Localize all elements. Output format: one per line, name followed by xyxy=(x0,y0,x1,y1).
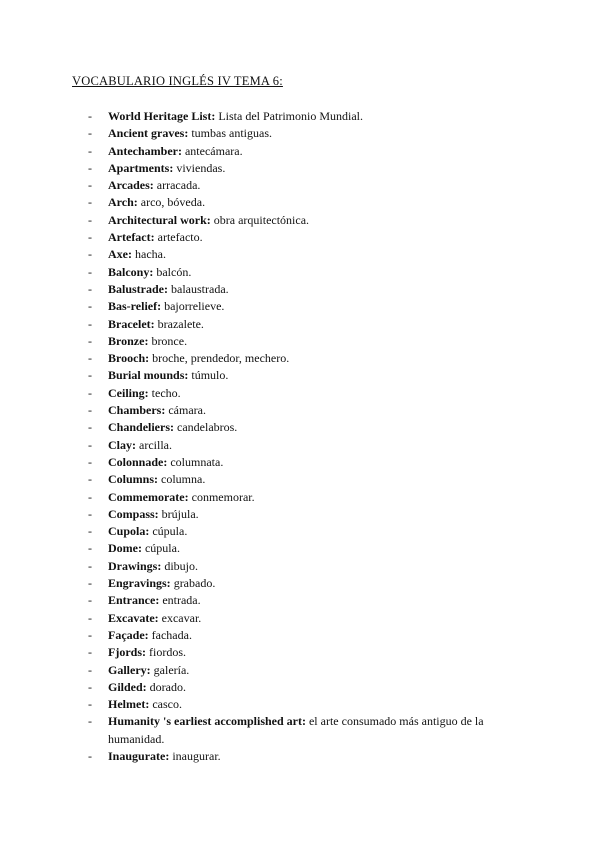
vocab-entry xyxy=(0,333,600,350)
bullet-dash: - xyxy=(88,351,92,366)
vocab-definition: cúpula. xyxy=(152,524,188,539)
vocab-term: Colonnade: xyxy=(108,454,168,469)
bullet-dash: - xyxy=(88,576,92,591)
bullet-dash: - xyxy=(88,385,92,400)
vocab-term: Chandeliers: xyxy=(108,420,174,435)
vocab-entry xyxy=(0,212,600,229)
vocab-definition: dibujo. xyxy=(164,558,199,573)
vocab-entry xyxy=(0,627,600,644)
vocab-term: Dome: xyxy=(108,541,142,556)
vocab-definition: fiordos. xyxy=(149,645,186,660)
vocab-entry xyxy=(0,264,600,281)
vocab-entry xyxy=(0,143,600,160)
vocab-term: Axe: xyxy=(108,247,132,262)
vocab-term: Bas-relief: xyxy=(108,299,162,314)
bullet-dash: - xyxy=(88,472,92,487)
bullet-dash: - xyxy=(88,748,92,763)
vocab-entry xyxy=(0,108,600,125)
vocab-definition: galería. xyxy=(153,662,190,677)
vocab-term: Arcades: xyxy=(108,178,154,193)
vocab-definition: balcón. xyxy=(156,264,192,279)
vocab-term: Fjords: xyxy=(108,645,146,660)
vocab-entry xyxy=(0,679,600,696)
vocab-entry xyxy=(0,575,600,592)
vocab-term: World Heritage List: xyxy=(108,109,216,123)
vocab-entry xyxy=(0,696,600,713)
vocab-definition: excavar. xyxy=(161,610,202,625)
bullet-dash: - xyxy=(88,679,92,694)
vocab-definition: arcilla. xyxy=(139,437,172,452)
bullet-dash: - xyxy=(88,212,92,227)
bullet-dash: - xyxy=(88,558,92,573)
bullet-dash: - xyxy=(88,264,92,279)
vocab-entry xyxy=(0,644,600,661)
vocab-definition: columna. xyxy=(161,472,206,487)
vocab-term: Balustrade: xyxy=(108,281,168,296)
vocab-definition: candelabros. xyxy=(177,420,238,435)
vocab-term: Apartments: xyxy=(108,160,174,175)
vocab-term: Balcony: xyxy=(108,264,154,279)
vocab-term: Engravings: xyxy=(108,576,171,591)
vocab-definition: fachada. xyxy=(151,627,192,642)
bullet-dash: - xyxy=(88,316,92,331)
vocab-entry xyxy=(0,402,600,419)
vocab-term: Entrance: xyxy=(108,593,160,608)
vocabulary-list xyxy=(0,108,600,765)
vocab-entry xyxy=(0,748,600,765)
bullet-dash: - xyxy=(88,697,92,712)
vocab-term: Excavate: xyxy=(108,610,159,625)
vocab-definition: broche, prendedor, mechero. xyxy=(152,351,290,366)
vocab-definition: casco. xyxy=(152,697,182,712)
vocab-entry xyxy=(0,316,600,333)
vocab-term: Commemorate: xyxy=(108,489,189,504)
bullet-dash: - xyxy=(88,524,92,539)
vocab-entry xyxy=(0,454,600,471)
vocab-definition: brazalete. xyxy=(157,316,204,331)
vocab-term: Gilded: xyxy=(108,679,147,694)
vocab-definition: arracada. xyxy=(156,178,201,193)
vocab-entry xyxy=(0,437,600,454)
bullet-dash: - xyxy=(88,333,92,348)
vocab-term: Drawings: xyxy=(108,558,162,573)
vocab-entry xyxy=(0,540,600,557)
vocab-definition: cámara. xyxy=(168,403,206,418)
vocab-term: Artefact: xyxy=(108,230,155,245)
vocab-entry xyxy=(0,160,600,177)
bullet-dash: - xyxy=(88,437,92,452)
bullet-dash: - xyxy=(88,230,92,245)
vocab-entry xyxy=(0,489,600,506)
vocab-term: Chambers: xyxy=(108,403,166,418)
vocab-term: Bracelet: xyxy=(108,316,155,331)
vocab-term: Arch: xyxy=(108,195,138,210)
vocab-definition: techo. xyxy=(151,385,181,400)
vocab-definition: túmulo. xyxy=(191,368,229,383)
vocab-entry xyxy=(0,385,600,402)
vocab-term: Inaugurate: xyxy=(108,748,170,763)
bullet-dash: - xyxy=(88,109,92,123)
vocab-definition: dorado. xyxy=(149,679,186,694)
vocab-definition: conmemorar. xyxy=(191,489,255,504)
vocab-definition: cúpula. xyxy=(144,541,180,556)
vocab-term: Helmet: xyxy=(108,697,150,712)
vocab-entry xyxy=(0,246,600,263)
vocab-definition: tumbas antiguas. xyxy=(191,126,272,141)
vocab-term: Façade: xyxy=(108,627,149,642)
bullet-dash: - xyxy=(88,541,92,556)
vocab-entry xyxy=(0,177,600,194)
vocab-definition: inaugurar. xyxy=(172,748,221,763)
vocab-definition: bronce. xyxy=(151,333,188,348)
vocab-definition: columnata. xyxy=(170,454,224,469)
bullet-dash: - xyxy=(88,247,92,262)
vocab-entry xyxy=(0,558,600,575)
bullet-dash: - xyxy=(88,420,92,435)
vocab-entry xyxy=(0,523,600,540)
bullet-dash: - xyxy=(88,506,92,521)
vocab-entry xyxy=(0,367,600,384)
page-title: VOCABULARIO INGLÉS IV TEMA 6: xyxy=(72,74,283,88)
vocab-term: Architectural work: xyxy=(108,212,211,227)
bullet-dash: - xyxy=(88,281,92,296)
vocab-term: Humanity 's earliest accomplished art: xyxy=(108,714,306,729)
vocab-definition: brújula. xyxy=(161,506,199,521)
vocab-entry xyxy=(0,592,600,609)
bullet-dash: - xyxy=(88,593,92,608)
bullet-dash: - xyxy=(88,160,92,175)
bullet-dash: - xyxy=(88,178,92,193)
bullet-dash: - xyxy=(88,454,92,469)
vocab-entry xyxy=(0,419,600,436)
vocab-entry xyxy=(0,281,600,298)
vocab-entry xyxy=(0,662,600,679)
vocab-term: Ancient graves: xyxy=(108,126,189,141)
bullet-dash: - xyxy=(88,403,92,418)
vocab-definition: viviendas. xyxy=(176,160,226,175)
bullet-dash: - xyxy=(88,627,92,642)
bullet-dash: - xyxy=(88,299,92,314)
vocab-entry xyxy=(0,298,600,315)
vocab-term: Bronze: xyxy=(108,333,149,348)
bullet-dash: - xyxy=(88,489,92,504)
vocab-term: Antechamber: xyxy=(108,143,182,158)
vocab-term: Cupola: xyxy=(108,524,150,539)
vocab-entry xyxy=(0,610,600,627)
vocab-entry xyxy=(0,506,600,523)
vocab-definition: entrada. xyxy=(162,593,201,608)
vocab-entry xyxy=(0,125,600,142)
bullet-dash: - xyxy=(88,610,92,625)
vocab-entry xyxy=(0,229,600,246)
vocab-definition: obra arquitectónica. xyxy=(213,212,310,227)
vocab-entry xyxy=(0,350,600,367)
vocab-entry xyxy=(0,471,600,488)
vocab-entry xyxy=(0,194,600,211)
bullet-dash: - xyxy=(88,714,92,729)
vocab-definition: artefacto. xyxy=(157,230,203,245)
vocab-definition: el arte consumado más antiguo de la humanidad. xyxy=(108,714,484,746)
vocab-definition: balaustrada. xyxy=(171,281,229,296)
vocab-definition: arco, bóveda. xyxy=(140,195,206,210)
bullet-dash: - xyxy=(88,662,92,677)
bullet-dash: - xyxy=(88,126,92,141)
vocab-term: Brooch: xyxy=(108,351,150,366)
vocab-entry xyxy=(0,713,600,748)
vocab-term: Compass: xyxy=(108,506,159,521)
vocab-term: Gallery: xyxy=(108,662,151,677)
bullet-dash: - xyxy=(88,195,92,210)
bullet-dash: - xyxy=(88,645,92,660)
vocab-definition: antecámara. xyxy=(184,143,243,158)
vocab-definition: hacha. xyxy=(135,247,166,262)
vocab-term: Columns: xyxy=(108,472,159,487)
vocab-definition: grabado. xyxy=(173,576,216,591)
bullet-dash: - xyxy=(88,143,92,158)
vocab-definition: bajorrelieve. xyxy=(164,299,225,314)
vocab-term: Clay: xyxy=(108,437,136,452)
vocab-definition: Lista del Patrimonio Mundial. xyxy=(218,109,363,123)
vocab-term: Burial mounds: xyxy=(108,368,189,383)
vocab-term: Ceiling: xyxy=(108,385,149,400)
bullet-dash: - xyxy=(88,368,92,383)
